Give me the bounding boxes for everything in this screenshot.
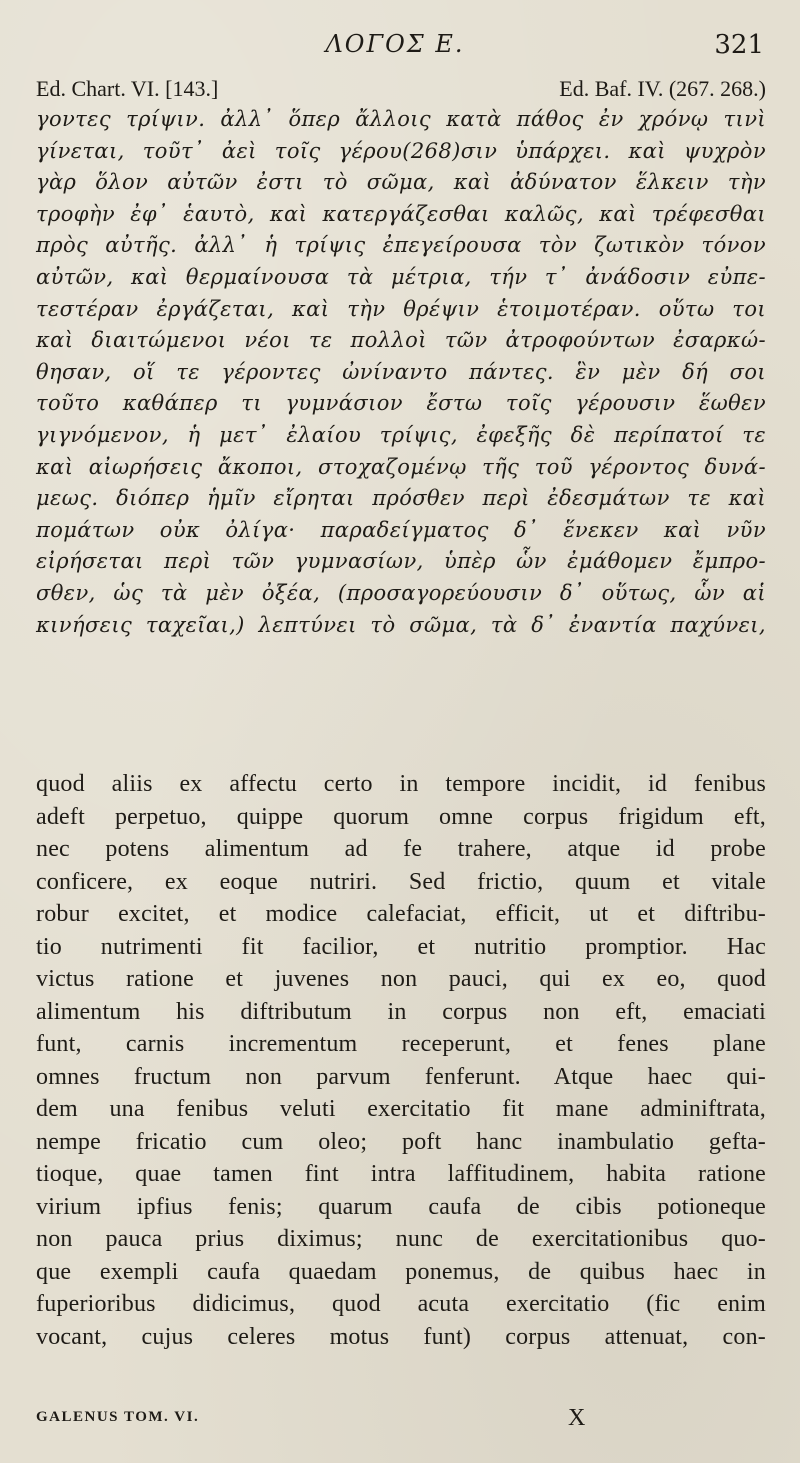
greek-line: τοῦτο καθάπερ τι γυμνάσιον ἔστω τοῖς γέρουσιν ἕωθεν [36,391,766,416]
running-head [0,30,800,64]
running-title: ΛΟΓΟΣ Ε. [325,30,465,58]
page-number: 321 [714,30,764,60]
greek-line: γοντες τρίψιν. ἀλλ᾽ ὅπερ ἄλλοις κατὰ πάθος ἐν χρόνῳ τινὶ [36,107,766,131]
latin-line: virium ipfius fenis; quarum caufa de cibis potioneque [36,1193,766,1220]
latin-line: nempe fricatio cum oleo; poft hanc inambulatio gefta- [36,1128,766,1155]
greek-line: πρὸς αὐτῆς. ἀλλ᾽ ἡ τρίψις ἐπεγείρουσα τὸν ζωτικὸν τόνον [36,233,766,258]
latin-line: funt, carnis incrementum receperunt, et fenes plane [36,1031,766,1057]
latin-line: conficere, ex eoque nutriri. Sed frictio, quum et vitale [36,868,766,895]
greek-line: θησαν, οἵ τε γέροντες ὠνίναντο πάντες. ἓν μὲν δή σοι [36,359,766,384]
latin-line: dem una fenibus veluti exercitatio fit mane adminiftrata, [36,1096,766,1122]
greek-line: καὶ αἰωρήσεις ἄκοποι, στοχαζομένῳ τῆς τοῦ γέροντος δυνά- [36,454,766,479]
greek-line: αὐτῶν, καὶ θερμαίνουσα τὰ μέτρια, τήν τ᾽ ἀνάδοσιν εὐπε- [36,264,766,289]
edition-chartier-reference: Ed. Chart. VI. [143.] [36,76,219,101]
latin-translation-block [36,768,766,1353]
greek-line: σθεν, ὡς τὰ μὲν ὀξέα, (προσαγορεύουσιν δ᾽ οὕτως, ὧν αἱ [36,580,766,605]
greek-line: γὰρ ὅλον αὐτῶν ἐστι τὸ σῶμα, καὶ ἀδύνατον ἕλκειν τὴν [36,170,766,195]
latin-line: tio nutrimenti fit facilior, et nutritio promptior. Hac [36,933,766,960]
edition-basel-reference: Ed. Baf. IV. (267. 268.) [559,76,766,101]
greek-line: καὶ διαιτώμενοι νέοι τε πολλοὶ τῶν ἀτροφούντων ἐσαρκώ- [36,328,766,353]
greek-line: μεως. διόπερ ἡμῖν εἴρηται πρόσθεν περὶ ἐδεσμάτων τε καὶ [36,486,766,511]
latin-line: que exempli caufa quaedam ponemus, de quibus haec in [36,1258,766,1285]
greek-line: γιγνόμενον, ἡ μετ᾽ ἐλαίου τρίψις, ἐφεξῆς δὲ περίπατοί τε [36,422,766,447]
latin-line: adeft perpetuo, quippe quorum omne corpus frigidum eft, [36,803,766,830]
greek-line: εἰρήσεται περὶ τῶν γυμνασίων, ὑπὲρ ὧν ἐμάθομεν ἔμπρο- [36,549,766,574]
printer-signature: GALENUS TOM. VI. [36,1409,200,1425]
greek-line: τεστέραν ἐργάζεται, καὶ τὴν θρέψιν ἑτοιμοτέραν. οὕτω τοι [36,296,766,321]
page-footer [36,1405,766,1435]
latin-line: alimentum his diftributum in corpus non eft, emaciati [36,998,766,1025]
latin-line: nec potens alimentum ad fe trahere, atque id probe [36,836,766,862]
latin-line: robur excitet, et modice calefaciat, efficit, ut et diftribu- [36,901,766,927]
edition-reference-line [36,76,766,106]
latin-line: vocant, cujus celeres motus funt) corpus attenuat, con- [36,1323,766,1350]
greek-line: γίνεται, τοῦτ᾽ ἀεὶ τοῖς γέρου(268)σιν ὑπάρχει. καὶ ψυχρὸν [36,138,766,163]
gathering-mark: X [568,1405,586,1431]
greek-text-block [36,104,766,641]
greek-line: τροφὴν ἐφ᾽ ἑαυτὸ, καὶ κατεργάζεσθαι καλῶς, καὶ τρέφεσθαι [36,201,766,226]
latin-line: non pauca prius diximus; nunc de exercitationibus quo- [36,1226,766,1252]
latin-line: victus ratione et juvenes non pauci, qui ex eo, quod [36,966,766,992]
latin-line: fuperioribus didicimus, quod acuta exercitatio (fic enim [36,1291,766,1317]
latin-line: quod aliis ex affectu certo in tempore incidit, id fenibus [36,771,766,797]
latin-line: omnes fructum non parvum fenferunt. Atque haec qui- [36,1063,766,1090]
greek-line: κινήσεις ταχεῖαι,) λεπτύνει τὸ σῶμα, τὰ δ᾽ ἐναντία παχύνει, [36,612,766,637]
latin-line: tioque, quae tamen fint intra laffitudinem, habita ratione [36,1161,766,1187]
greek-line: πομάτων οὐκ ὀλίγα· παραδείγματος δ᾽ ἕνεκεν καὶ νῦν [36,517,766,542]
